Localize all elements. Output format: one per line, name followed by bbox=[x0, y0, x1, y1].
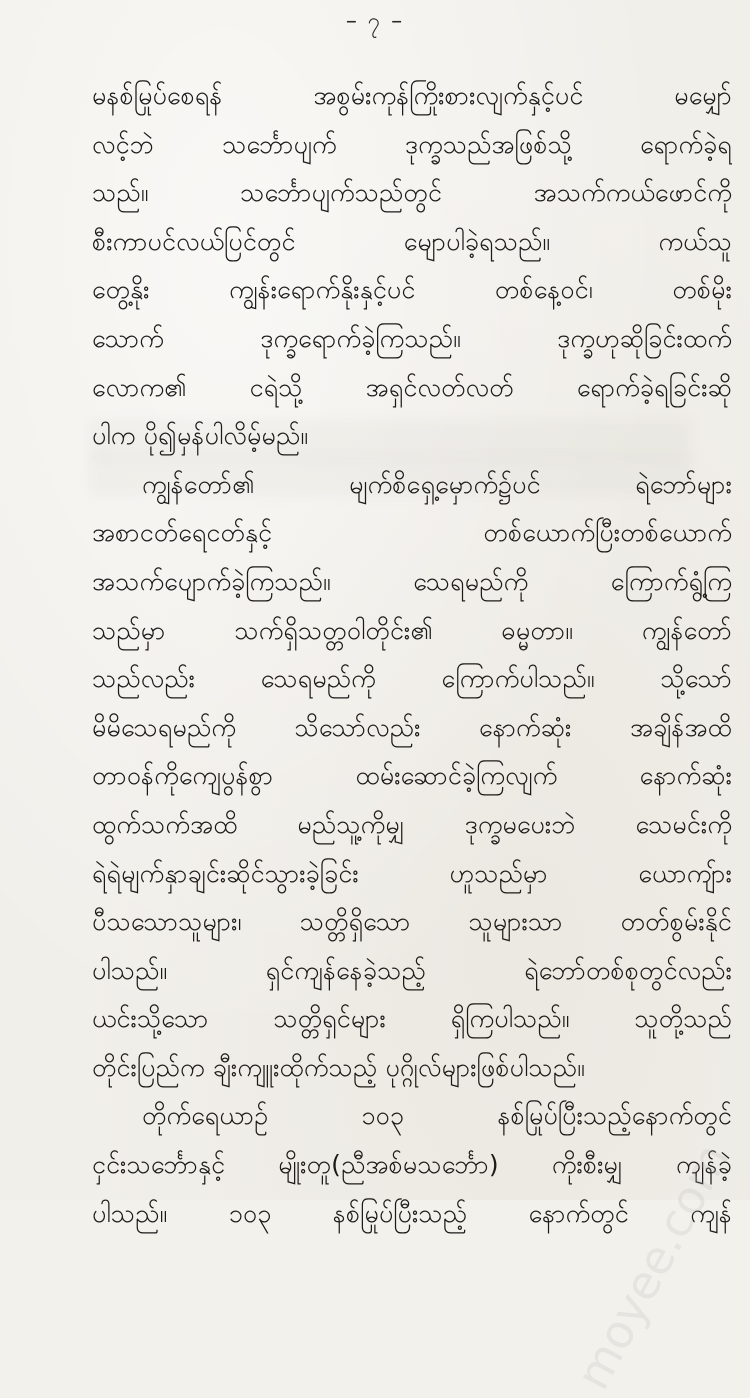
text-line: ကျွန်တော်၏ မျက်စိရှေ့မှောက်၌ပင် ရဲဘော်များ bbox=[142, 469, 732, 499]
text-line: အသက်ပျောက်ခဲ့ကြသည်။ သေရမည်ကို ကြောက်ရွံ့ကြ bbox=[92, 566, 732, 596]
text-line: ငှင်းသင်္ဘောနှင့် မျိုးတူ(ညီအစ်မသင်္ဘော) ကိုးစီးမျှ ကျန်ခဲ့ bbox=[92, 1150, 732, 1180]
body-text bbox=[92, 72, 732, 1238]
text-line: တိုင်းပြည်က ချီးကျူးထိုက်သည့် ပုဂ္ဂိုလ်များဖြစ်ပါသည်။ bbox=[92, 1052, 585, 1082]
text-line: လင့်ဘဲ သင်္ဘောပျက် ဒုက္ခသည်အဖြစ်သို့ ရောက်ခဲ့ရ bbox=[92, 129, 732, 159]
text-line: လောက၏ ငရဲသို့ အရှင်လတ်လတ် ရောက်ခဲ့ရခြင်းဆို bbox=[92, 372, 732, 402]
text-line: ပါသည်။ ၁၀၃ နစ်မြုပ်ပြီးသည့် နောက်တွင် ကျန် bbox=[92, 1198, 732, 1228]
text-line: အစာငတ်ရေငတ်နှင့် တစ်ယောက်ပြီးတစ်ယောက် bbox=[92, 518, 732, 548]
text-line: မနစ်မြုပ်စေရန် အစွမ်းကုန်ကြိုးစားလျက်နှင့်ပင် မမျှော် bbox=[92, 81, 732, 110]
text-line: တာဝန်ကိုကျေပွန်စွာ ထမ်းဆောင်ခဲ့ကြလျက် နောက်ဆုံး bbox=[92, 761, 732, 791]
text-line: တိုက်ရေယာဉ် ၁၀၃ နစ်မြုပ်ပြီးသည့်နောက်တွင် bbox=[142, 1101, 732, 1131]
text-line: ယင်းသို့သော သတ္တိရှင်များ ရှိကြပါသည်။ သူတို့သည် bbox=[92, 1004, 732, 1034]
text-line: သည်။ သင်္ဘောပျက်သည်တွင် အသက်ကယ်ဖောင်ကို bbox=[92, 178, 732, 208]
page-number: – ၇ – bbox=[345, 9, 405, 34]
text-line: ထွက်သက်အထိ မည်သူ့ကိုမျှ ဒုက္ခမပေးဘဲ သေမင်းကို bbox=[92, 809, 732, 839]
text-line: သည်မှာ သက်ရှိသတ္တဝါတိုင်း၏ ဓမ္မတာ။ ကျွန်တော် bbox=[92, 615, 732, 645]
text-line: ပီသသောသူများ၊ သတ္တိရှိသော သူများသာ တတ်စွမ်းနိုင် bbox=[92, 907, 732, 937]
text-line: သည်လည်း သေရမည်ကို ကြောက်ပါသည်။ သို့သော် bbox=[92, 664, 732, 694]
watermark: moyee.com bbox=[565, 1134, 740, 1398]
text-line: ပါက ပို၍မှန်ပါလိမ့်မည်။ bbox=[92, 421, 309, 451]
text-line: သောက် ဒုက္ခရောက်ခဲ့ကြသည်။ ဒုက္ခဟုဆိုခြင်းထက် bbox=[92, 323, 732, 353]
text-line: ပါသည်။ ရှင်ကျန်နေခဲ့သည့် ရဲဘော်တစ်စုတွင်လည်း bbox=[92, 955, 732, 985]
text-line: တွေ့နိုး ကျွန်းရောက်နိုးနှင့်ပင် တစ်နေ့ဝင်၊ တစ်မိုး bbox=[92, 275, 732, 305]
text-line: ရဲရဲမျက်နှာချင်းဆိုင်သွားခဲ့ခြင်း ဟူသည်မှာ ယောကျ်ား bbox=[92, 858, 732, 888]
text-line: မိမိသေရမည်ကို သိသော်လည်း နောက်ဆုံး အချိန်အထိ bbox=[92, 712, 732, 742]
text-line: စီးကာပင်လယ်ပြင်တွင် မျောပါခဲ့ရသည်။ ကယ်သူ bbox=[92, 226, 732, 256]
